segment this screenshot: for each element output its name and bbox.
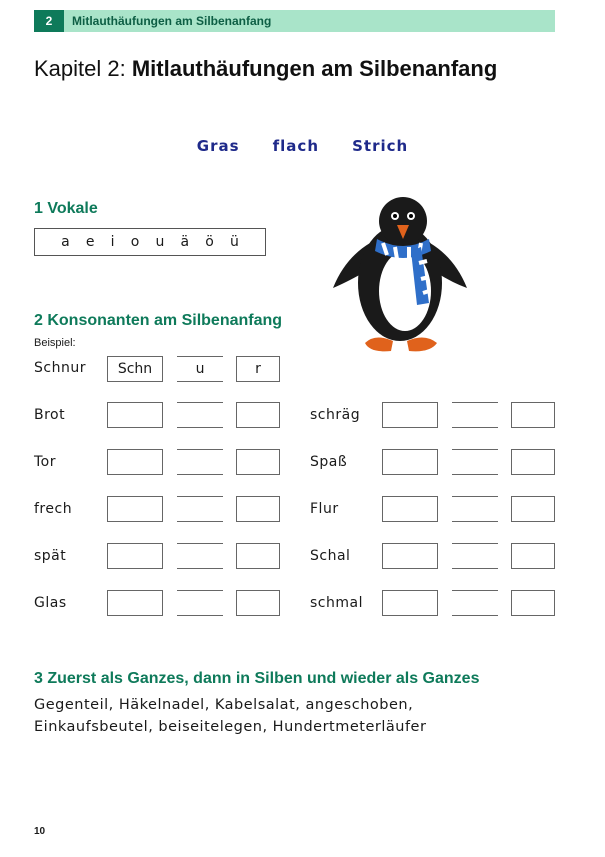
syllable-box: r (236, 356, 280, 382)
example-word: Schnur (34, 360, 86, 376)
answer-box[interactable] (382, 402, 438, 428)
answer-box[interactable] (452, 590, 498, 616)
answer-box[interactable] (382, 590, 438, 616)
vowel: ö (205, 234, 214, 250)
answer-box[interactable] (511, 402, 555, 428)
answer-box[interactable] (236, 449, 280, 475)
answer-box[interactable] (236, 590, 280, 616)
exercise-word: Spaß (310, 454, 348, 470)
answer-box[interactable] (382, 496, 438, 522)
answer-box[interactable] (177, 402, 223, 428)
answer-box[interactable] (511, 543, 555, 569)
answer-box[interactable] (107, 590, 163, 616)
vowel: ü (230, 234, 239, 250)
answer-box[interactable] (511, 449, 555, 475)
page-number: 10 (34, 826, 46, 837)
answer-box[interactable] (107, 543, 163, 569)
answer-box[interactable] (107, 496, 163, 522)
section2-heading: 2 Konsonanten am Silbenanfang (34, 312, 283, 329)
example-word: Strich (352, 137, 409, 155)
answer-box[interactable] (452, 543, 498, 569)
answer-box[interactable] (382, 449, 438, 475)
exercise-word: schmal (310, 595, 363, 611)
penguin-with-scarf-icon (325, 183, 475, 358)
answer-box[interactable] (177, 543, 223, 569)
chapter-header (34, 10, 555, 32)
exercise-word: Schal (310, 548, 351, 564)
answer-box[interactable] (452, 449, 498, 475)
answer-box[interactable] (452, 496, 498, 522)
section3-line: Einkaufsbeutel, beiseitelegen, Hundertmeterläufer (34, 719, 427, 735)
exercise-word: Tor (34, 454, 56, 470)
exercise-word: Flur (310, 501, 339, 517)
exercise-word: spät (34, 548, 67, 564)
example-label: Beispiel: (34, 337, 76, 349)
answer-box[interactable] (511, 496, 555, 522)
answer-box[interactable] (107, 449, 163, 475)
example-word: Gras (196, 137, 240, 155)
page-title-bold: Mitlauthäufungen am Silbenanfang (131, 56, 498, 81)
section3-heading: 3 Zuerst als Ganzes, dann in Silben und wieder als Ganzes (34, 670, 480, 687)
vowel-box (34, 228, 266, 256)
section3-text (34, 694, 426, 738)
page-title (34, 56, 497, 82)
vowel: u (155, 234, 165, 250)
exercise-word: Glas (34, 595, 67, 611)
vowel: o (130, 234, 140, 250)
exercise-word: Brot (34, 407, 66, 423)
answer-box[interactable] (236, 402, 280, 428)
exercise-word: frech (34, 501, 73, 517)
section3-line: Gegenteil, Häkelnadel, Kabelsalat, angeschoben, (34, 697, 414, 713)
answer-box[interactable] (511, 590, 555, 616)
answer-box[interactable] (236, 496, 280, 522)
example-words (0, 136, 605, 155)
answer-box[interactable] (236, 543, 280, 569)
syllable-box: Schn (107, 356, 163, 382)
answer-box[interactable] (177, 590, 223, 616)
vowel: i (110, 234, 115, 250)
syllable-box: u (177, 356, 223, 382)
vowel: a (61, 234, 70, 250)
answer-box[interactable] (177, 449, 223, 475)
exercise-word: schräg (310, 407, 361, 423)
answer-box[interactable] (382, 543, 438, 569)
answer-box[interactable] (107, 402, 163, 428)
vowel: ä (180, 234, 190, 250)
vowel: e (85, 234, 95, 250)
chapter-number: 2 (34, 10, 64, 32)
section1-heading: 1 Vokale (34, 200, 98, 217)
page-title-prefix: Kapitel 2: (34, 56, 132, 81)
chapter-header-title: Mitlauthäufungen am Silbenanfang (64, 10, 555, 32)
answer-box[interactable] (452, 402, 498, 428)
example-word: flach (272, 137, 320, 155)
answer-box[interactable] (177, 496, 223, 522)
